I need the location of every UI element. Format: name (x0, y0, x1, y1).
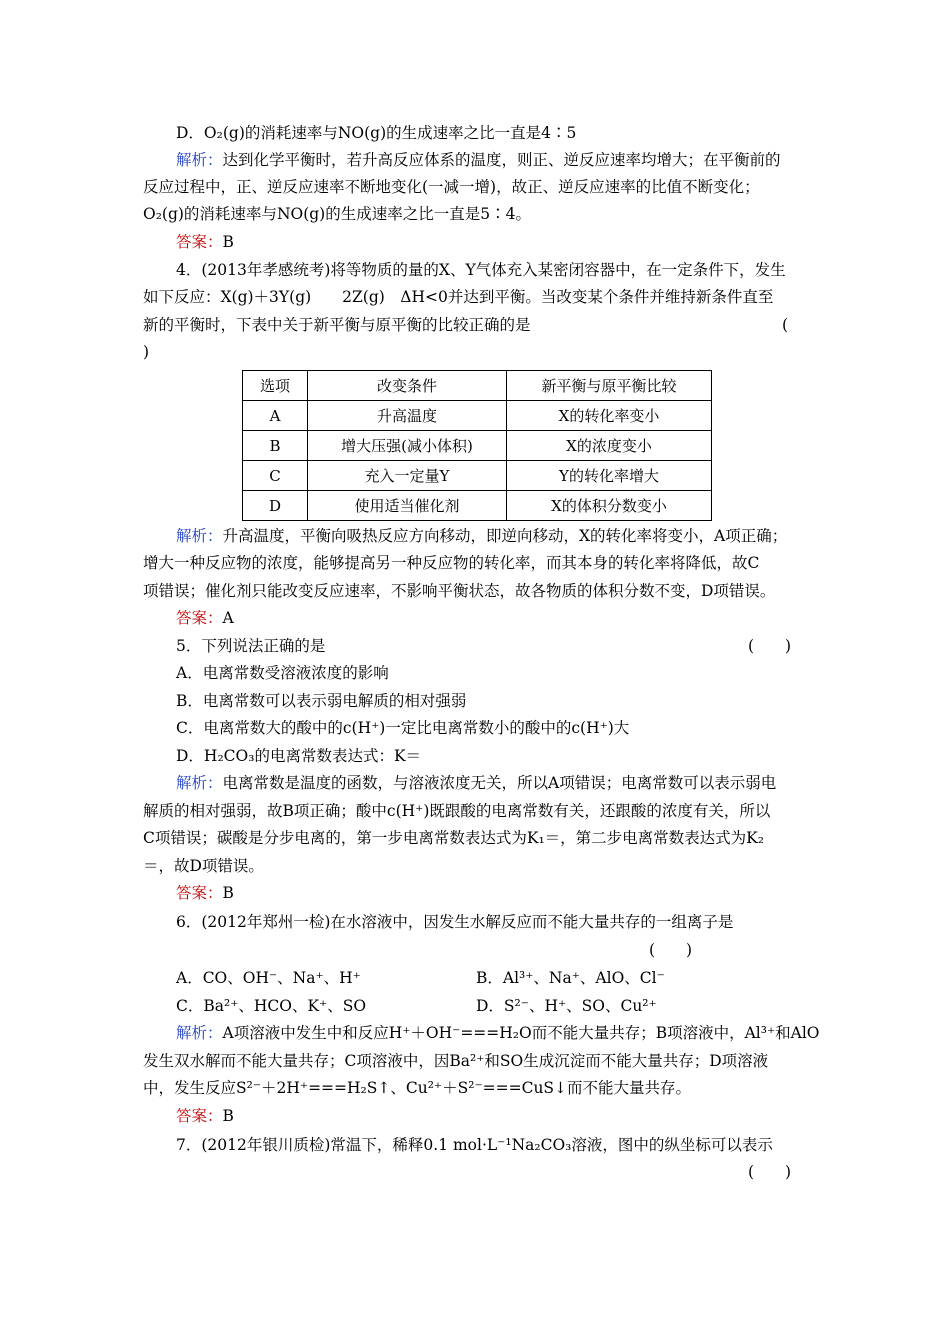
q3-analysis-line1: 解析：达到化学平衡时，若升高反应体系的温度，则正、逆反应速率均增大；在平衡前的 (176, 151, 781, 169)
answer-label: 答案： (176, 1107, 223, 1125)
q4-options-table (242, 370, 712, 521)
table-row (243, 431, 712, 461)
table-cell: X的浓度变小 (507, 431, 712, 461)
table-row (243, 461, 712, 491)
q5-option-b: B．电离常数可以表示弱电解质的相对强弱 (176, 692, 467, 710)
q7-answer-paren: ( ) (748, 1163, 792, 1181)
table-cell: B (243, 431, 308, 461)
q5-answer: 答案：B (176, 884, 234, 902)
q3-option-d: D．O₂(g)的消耗速率与NO(g)的生成速率之比一直是4∶5 (176, 124, 577, 142)
q6-option-a: A．CO、OH⁻、Na⁺、H⁺ (176, 969, 361, 987)
q5-option-c: C．电离常数大的酸中的c(H⁺)一定比电离常数小的酸中的c(H⁺)大 (176, 719, 630, 737)
q6-analysis-line3: 中，发生反应S²⁻＋2H⁺===H₂S↑、Cu²⁺＋S²⁻===CuS↓而不能大量共存。 (143, 1079, 692, 1097)
table-cell: 充入一定量Y (308, 461, 507, 491)
answer-label: 答案： (176, 609, 223, 627)
table-cell: D (243, 491, 308, 521)
table-cell: X的转化率变小 (507, 401, 712, 431)
q4-answer-paren-open: ( (782, 316, 789, 334)
q4-stem-line1: 4．(2013年孝感统考)将等物质的量的X、Y气体充入某密闭容器中，在一定条件下，发生 (176, 261, 786, 279)
q7-stem: 7．(2012年银川质检)常温下，稀释0.1 mol·L⁻¹Na₂CO₃溶液，图中的纵坐标可以表示 (176, 1136, 773, 1154)
answer-label: 答案： (176, 884, 223, 902)
q6-answer-paren: ( ) (649, 941, 693, 959)
q4-stem-line2: 如下反应：X(g)＋3Y(g) 2Z(g) ΔH<0并达到平衡。当改变某个条件并维持新条件直至 (143, 288, 774, 306)
q5-analysis-line2: 解质的相对强弱，故B项正确；酸中c(H⁺)既跟酸的电离常数有关，还跟酸的浓度有关，所以 (143, 802, 771, 820)
table-cell: 使用适当催化剂 (308, 491, 507, 521)
table-cell: X的体积分数变小 (507, 491, 712, 521)
table-cell: 升高温度 (308, 401, 507, 431)
q5-analysis-line4: ＝，故D项错误。 (143, 857, 264, 875)
q4-analysis-line3: 项错误；催化剂只能改变反应速率，不影响平衡状态，故各物质的体积分数不变，D项错误。 (143, 582, 776, 600)
table-header-cell: 选项 (243, 371, 308, 401)
q6-option-c: C．Ba²⁺、HCO、K⁺、SO (176, 997, 367, 1015)
q6-option-d: D．S²⁻、H⁺、SO、Cu²⁺ (476, 997, 657, 1015)
table-row (243, 491, 712, 521)
q4-answer: 答案：A (176, 609, 234, 627)
table-row (243, 401, 712, 431)
q5-option-d: D．H₂CO₃的电离常数表达式：K＝ (176, 747, 422, 765)
table-cell: Y的转化率增大 (507, 461, 712, 491)
q6-answer: 答案：B (176, 1107, 234, 1125)
q5-answer-paren: ( ) (748, 637, 792, 655)
q6-option-b: B．Al³⁺、Na⁺、AlO、Cl⁻ (476, 969, 665, 987)
q4-answer-paren-close: ) (143, 343, 150, 361)
q6-stem: 6．(2012年郑州一检)在水溶液中，因发生水解反应而不能大量共存的一组离子是 (176, 913, 734, 931)
q3-analysis-line3: O₂(g)的消耗速率与NO(g)的生成速率之比一直是5∶4。 (143, 205, 531, 223)
analysis-label: 解析： (176, 774, 223, 792)
analysis-label: 解析： (176, 1024, 223, 1042)
table-cell: 增大压强(减小体积) (308, 431, 507, 461)
analysis-label: 解析： (176, 527, 223, 545)
q3-answer: 答案：B (176, 233, 234, 251)
table-header-cell: 新平衡与原平衡比较 (507, 371, 712, 401)
table-cell: A (243, 401, 308, 431)
q5-analysis-line1: 解析：电离常数是温度的函数，与溶液浓度无关，所以A项错误；电离常数可以表示弱电 (176, 774, 777, 792)
table-cell: C (243, 461, 308, 491)
q4-analysis-line1: 解析：升高温度，平衡向吸热反应方向移动，即逆向移动，X的转化率将变小，A项正确； (176, 527, 788, 545)
table-header-cell: 改变条件 (308, 371, 507, 401)
analysis-label: 解析： (176, 151, 223, 169)
q5-stem: 5．下列说法正确的是 (176, 637, 326, 655)
q5-analysis-line3: C项错误；碳酸是分步电离的，第一步电离常数表达式为K₁＝，第二步电离常数表达式为K₂ (143, 829, 764, 847)
q6-analysis-line1: 解析：A项溶液中发生中和反应H⁺＋OH⁻===H₂O而不能大量共存；B项溶液中，Al³⁺和AlO (176, 1024, 820, 1042)
q3-analysis-line2: 反应过程中，正、逆反应速率不断地变化(一减一增)，故正、逆反应速率的比值不断变化； (143, 178, 760, 196)
q4-analysis-line2: 增大一种反应物的浓度，能够提高另一种反应物的转化率，而其本身的转化率将降低，故C (143, 554, 760, 572)
answer-label: 答案： (176, 233, 223, 251)
table-header-row (243, 371, 712, 401)
q6-analysis-line2: 发生双水解而不能大量共存；C项溶液中，因Ba²⁺和SO生成沉淀而不能大量共存；D项溶液 (143, 1052, 769, 1070)
q4-stem-line3: 新的平衡时，下表中关于新平衡与原平衡的比较正确的是 (143, 316, 531, 334)
q5-option-a: A．电离常数受溶液浓度的影响 (176, 664, 389, 682)
